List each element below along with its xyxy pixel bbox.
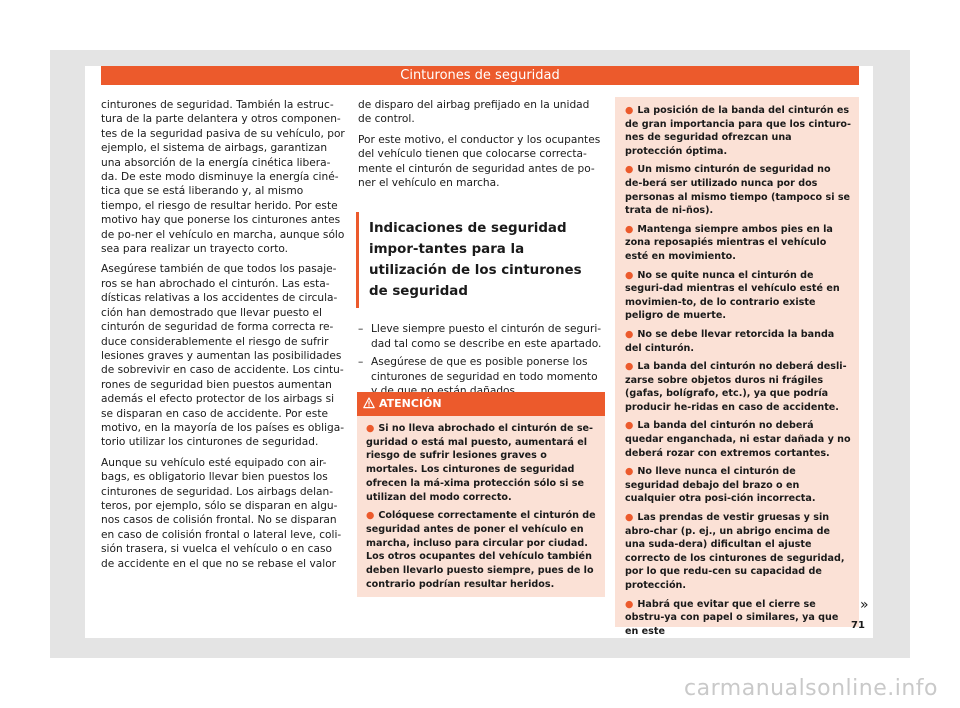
- page-header: Cinturones de seguridad: [101, 66, 859, 85]
- list-item: – Asegúrese de que es posible ponerse los cinturones de seguridad en todo momento: [358, 355, 603, 398]
- warning-title: ATENCIÓN: [379, 397, 442, 410]
- warning-body: [357, 416, 605, 591]
- text-column-left: [101, 98, 346, 577]
- page-number: 71: [851, 620, 865, 631]
- list-item: [366, 422, 596, 504]
- warning-item-text: Colóquese correctamente el cinturón de seguridad antes de poner el vehículo en marcha, incluso para circular por ciudad. Los otros ocupantes del vehículo también deben llevarlo puesto siempre, pues de lo contrario podrían resultar heridos.: [366, 510, 596, 590]
- bullet-dot-icon: ●: [625, 466, 634, 478]
- warning-item-text: No se debe llevar retorcida la banda del cinturón.: [625, 328, 835, 354]
- paragraph: cinturones de seguridad. También la estruc-tura de la parte delantera y otros componen-tes de la seguridad pasiva de su vehículo, por ejemplo, el sistema de airbags, garantizan una absorción de la energía cinética libera-da. De este modo disminuye la energía ciné-tica que se está liberando y, al mismo tiempo, el riesgo de resultar herido. Por este motivo hay que ponerse los cinturones antes de po-ner el vehículo en marcha, aunque sólo sea para realizar un trayecto corto.: [101, 99, 345, 256]
- list-item: [625, 163, 851, 217]
- warning-item-text: Mantenga siempre ambos pies en la zona reposapiés mientras el vehículo esté en movimiento.: [625, 223, 833, 262]
- list-item: [625, 419, 851, 460]
- bullet-dot-icon: ●: [366, 510, 375, 522]
- watermark: carmanualsonline.info: [684, 676, 938, 701]
- bullet-dot-icon: ●: [625, 598, 634, 610]
- list-item: [366, 509, 596, 591]
- continue-mark: »: [860, 597, 869, 613]
- warning-box: [357, 392, 605, 597]
- list-item: [625, 328, 851, 355]
- bullet-dot-icon: ●: [625, 269, 634, 281]
- bullet-dot-icon: ●: [625, 420, 634, 432]
- warning-item-text: No lleve nunca el cinturón de seguridad debajo del brazo o en cualquier otra posi-ción incorrecta.: [625, 466, 816, 505]
- warning-header: [357, 392, 605, 416]
- bullet-dot-icon: ●: [625, 361, 634, 373]
- list-item: [625, 269, 851, 323]
- bullet-dot-icon: ●: [625, 164, 634, 176]
- paragraph: Asegúrese también de que todos los pasaje-ros se han abrochado el cinturón. Las esta-dísticas relativas a los accidentes de circula-ción han demostrado que llevar puesto el cinturón de seguridad de forma correcta re-duce considerablemente el riesgo de sufrir lesiones graves y aumentan las posibilidades de sobrevivir en caso de accidente. Los cintu-rones de seguridad bien puestos aumentan además el efecto protector de los airbags si se disparan en caso de accidente. Por este motivo, en la mayoría de los países es obliga-torio utilizar los cinturones de seguridad.: [101, 263, 345, 449]
- bullet-dot-icon: ●: [625, 223, 634, 235]
- bullet-dot-icon: ●: [366, 423, 375, 434]
- list-item: [625, 223, 851, 264]
- warning-item-text: Habrá que evitar que el cierre se obstru-ya con papel o similares, ya que en este: [625, 598, 839, 637]
- warning-item-text: No se quite nunca el cinturón de seguri-dad mientras el vehículo esté en movimien-to, de lo contrario existe peligro de muerte.: [625, 269, 840, 322]
- list-item: [625, 465, 851, 506]
- list-item: – Lleve siempre puesto el cinturón de seguri-dad tal como se describe en este apartado.: [358, 322, 603, 351]
- warning-triangle-icon: [363, 397, 375, 409]
- warning-item-text: La posición de la banda del cinturón es de gran importancia para que los cinturo-nes de seguridad ofrezcan una protección óptima.: [625, 105, 851, 157]
- bullet-dot-icon: ●: [625, 328, 634, 340]
- warning-item-text: Si no lleva abrochado el cinturón de se-guridad o está mal puesto, aumentará el riesgo de sufrir lesiones graves o mortales. Los cinturones de seguridad ofrecen la má-xima protección sólo si se utilizan del modo correcto.: [366, 423, 594, 503]
- list-item: [625, 104, 851, 158]
- section-title: Indicaciones de seguridad impor-tantes para la utilización de los cinturones de seguridad: [356, 212, 603, 308]
- paragraph: de disparo del airbag prefijado en la unidad de control.: [358, 99, 590, 126]
- paragraph: Aunque su vehículo esté equipado con air-bags, es obligatorio llevar bien puestos los cinturones de seguridad. Los airbags delan-teros, por ejemplo, sólo se disparan en algu-nos casos de colisión frontal. No se disparan en caso de colisión frontal o lateral leve, coli-sión trasera, si vuelca el vehículo o en caso de accidente en el que no se rebase el valor: [101, 456, 342, 570]
- bullet-dot-icon: ●: [625, 105, 634, 116]
- warning-item-text: Un mismo cinturón de seguridad no de-berá ser utilizado nunca por dos personas al mismo tiempo (tampoco si se trata de ni-ños).: [625, 164, 851, 217]
- list-item: [625, 360, 851, 414]
- list-item: [625, 598, 851, 639]
- list-item: [625, 511, 851, 593]
- dash-list: [358, 322, 603, 398]
- warning-item-text: La banda del cinturón no deberá quedar enganchada, ni estar dañada y no deberá rozar con extremos cortantes.: [625, 420, 851, 459]
- paragraph: Por este motivo, el conductor y los ocupantes del vehículo tienen que colocarse correcta-mente el cinturón de seguridad antes de po-ner el vehículo en marcha.: [358, 133, 601, 190]
- text-column-middle: [358, 98, 603, 402]
- bullet-dot-icon: ●: [625, 512, 634, 524]
- warning-item-text: La banda del cinturón no deberá desli-zarse sobre objetos duros ni frágiles (gafas, bolígrafo, etc.), ya que podría producir he-ridas en caso de accidente.: [625, 361, 847, 413]
- warning-body-continued: [615, 97, 859, 638]
- warning-item-text: Las prendas de vestir gruesas y sin abro-char (p. ej., un abrigo encima de una suda-dera) dificultan el ajuste correcto de los cinturones de seguridad, por lo que redu-cen su capacidad de protección.: [625, 512, 845, 591]
